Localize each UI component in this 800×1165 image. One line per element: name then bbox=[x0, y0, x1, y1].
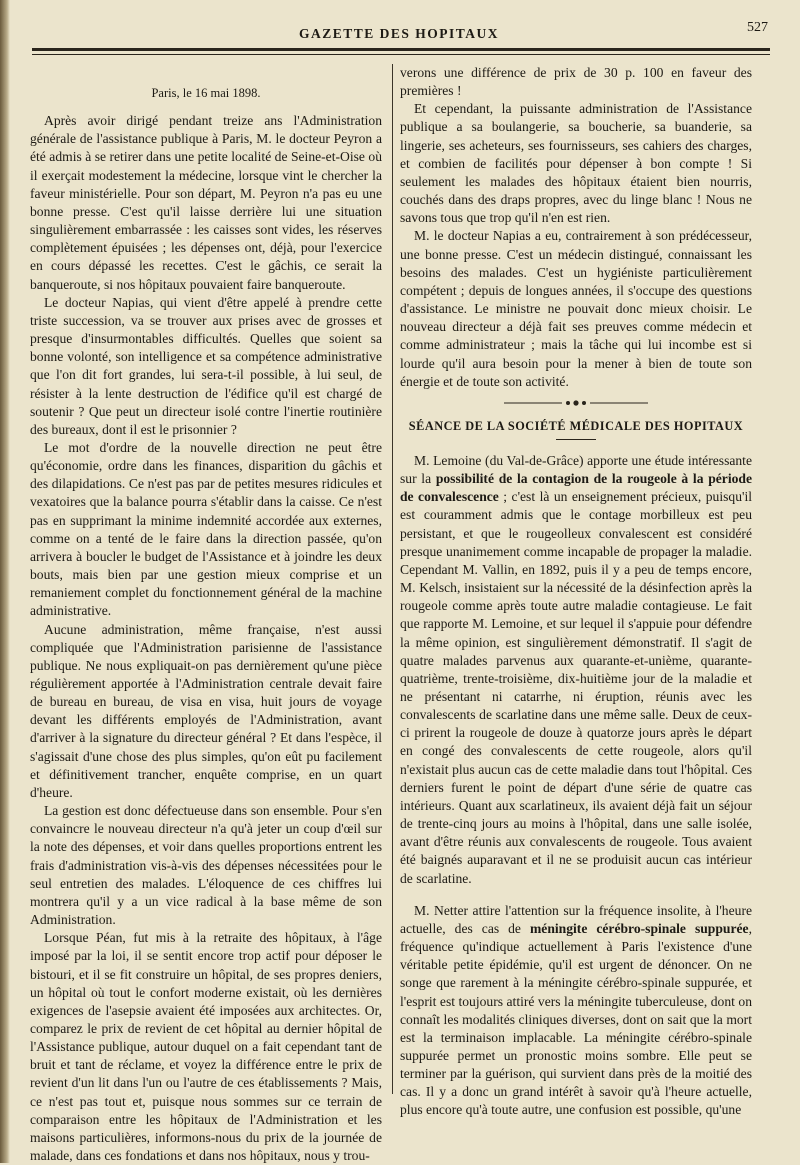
journal-title: GAZETTE DES HOPITAUX bbox=[298, 26, 500, 41]
right-column bbox=[400, 64, 752, 1120]
lemoine-paragraph bbox=[400, 452, 752, 888]
editorial-paragraph: La gestion est donc défectueuse dans son ensemble. Pour s'en convaincre le nouveau directeur n'a qu'à jeter un coup d'œil sur la note des dépenses, et voir dans quelles proportions entrent les frais d'administration vis-à-vis des dépenses nécessitées pour le seul entretien des malades. L'éloquence de ces chiffres lui montrera qu'il y a un vice radical à la base même de son Administration. bbox=[30, 803, 382, 928]
editorial-paragraph: Après avoir dirigé pendant treize ans l'Administration générale de l'assistance publique à Paris, M. le docteur Peyron a été admis à se retirer dans une petite localité de Seine-et-Oise où il exerçait modestement la médecine, lorsque vint le chercher la faveur ministérielle. Pour son départ, M. Peyron n'a pas eu une bonne presse. C'est qu'il laisse derrière lui une situation singulièrement embarrassée : les caisses sont vides, les réserves complètement épuisées ; les dépenses ont, déjà, pour l'exercice en cours dépassé les recettes. C'est le gâchis, ce serait la banqueroute, si nos hôpitaux pouvaient faire banqueroute. bbox=[30, 113, 382, 292]
left-column bbox=[30, 64, 382, 1165]
netter-body: , fréquence qu'indique actuellement à Paris l'existence d'une véritable petite épidémie, qu'il est urgent de dénoncer. On ne songe que rarement à la méningite cérébro-spinale suppurée, et l'esprit est toujours attiré vers la méningite tuberculeuse, dont on connaît les modalités cliniques diverses, dont on sait que la mort est la terminaison implacable. La méningite cérébro-spinale suppurée permet un pronostic moins sombre. Elle peut se terminer par la guérison, qui survient dans près de la moitié des cas. Il y a donc un grand intérêt à savoir qu'à l'heure actuelle, plus encore qu'à toute autre, une confusion est possible, qu'une bbox=[400, 920, 752, 1118]
ornament-divider bbox=[496, 397, 656, 409]
lemoine-topic: possibilité de la contagion de la rougeole à la période de convalescence bbox=[400, 471, 752, 505]
page-binding-edge bbox=[0, 0, 10, 1163]
editorial-paragraph: M. le docteur Napias a eu, contrairement à son prédécesseur, une bonne presse. C'est un médecin distingué, connaissant les besoins des malades. C'est un hygiéniste particulièrement compétent ; depuis de longues années, il s'occupe des questions d'assistance. Le ministre ne pouvait donc mieux choisir. Le nouveau directeur a déjà fait ses preuves comme médecin et comme administrateur ; mais la tâche qui lui incombe est si lourde qu'il aura besoin pour la mener à bien de toute son énergie et de toute son activité. bbox=[400, 228, 752, 389]
editorial-paragraph: Lorsque Péan, fut mis à la retraite des hôpitaux, à l'âge imposé par la loi, il se sentit encore trop actif pour déposer le bistouri, et il se fit construire un hôpital, de ses propres deniers, un hôpital où tout le confort moderne existait, où les dernières exigences de l'asepsie avaient été imposées aux architectes. Or, comparez le prix de revient de cet hôpital au dernier hôpital de l'Assistance publique, autour duquel on a fait cependant tant de bruit et tant de réclame, et voyez la différence entre le prix de revient d'un lit dans l'un ou l'autre de ces établissements ? Mais, ce n'est pas tout et, puisque nous sommes sur ce terrain de comparaison entre les hôpitaux de l'Administration et les maisons particulières, informons-nous du prix de la journée de malade, dans ces fondations et dans nos hôpitaux, nous y trou- bbox=[30, 930, 382, 1164]
paragraph-spacer bbox=[400, 888, 752, 902]
column-divider bbox=[392, 64, 393, 1094]
running-header bbox=[28, 14, 770, 41]
netter-topic: méningite cérébro-spinale suppurée bbox=[529, 920, 749, 936]
netter-paragraph bbox=[400, 902, 752, 1120]
page-number: 527 bbox=[747, 20, 768, 35]
editorial-paragraph: Et cependant, la puissante administration de l'Assistance publique a sa boulangerie, sa boucherie, sa buanderie, sa lingerie, ses acheteurs, ses fournisseurs, ses cahiers des charges, et combien de facilités pour dépenser à bon compte ! Si seulement les malades des hôpitaux étaient bien nourris, couchés dans des draps propres, avec du linge blanc ! Nous ne savons tous que trop qu'il n'en est rien. bbox=[400, 101, 752, 226]
header-rule-thick bbox=[32, 48, 770, 51]
dateline: Paris, le 16 mai 1898. bbox=[151, 86, 261, 100]
lemoine-body: ; c'est là un enseignement précieux, puisqu'il est couramment admis que le contage morbilleux est peu persistant, et que le rougeolleux convalescent est considéré presque unanimement comme incapable de propager la maladie. Cependant M. Vallin, en 1892, puis il y a peu de temps encore, M. Kelsch, insistaient sur la nécessité de la désinfection après la rougeole comme après toute autre maladie contagieuse. Le fait que rapporte M. Lemoine, et sur lequel il s'appuie pour défendre la même opinion, est singulièrement démonstratif. Il s'agit de quatre malades parvenus aux quarante-et-unième, quarante-quatrième, trente-troisième, dix-huitième jour de la maladie et ne présentant ni catarrhe, ni éruption, réunis avec les convalescents de scarlatine dans une même salle. Deux de ceux-ci prirent la rougeole de douze à quatorze jours après le départ en congé des convalescents de cette rougeole, alors qu'il n'existait plus aucun cas de cette maladie dans tout l'hôpital. Ces derniers furent le point de départ d'une série de quatre cas intérieurs. Quant aux scarlatineux, ils avaient déjà fait un séjour de trente-cinq jours au moins à l'hôpital, dans une salle isolée, avant d'être réunis aux convalescents de rougeole. Tous avaient été baignés auparavant et il ne se produisit aucun cas intérieur de scarlatine. bbox=[400, 489, 752, 886]
editorial-paragraph: Le docteur Napias, qui vient d'être appelé à prendre cette triste succession, va se trouver aux prises avec de grosses et presque d'insurmontables difficultés. Quelles que soient sa bonne volonté, son intelligence et sa compétence administrative que l'on dit fort grandes, lui sera-t-il possible, à lui seul, de résister à la lente destruction de l'édifice qu'il est chargé de soutenir ? Que peut un directeur isolé contre l'inertie routinière des bureaux, dont il est le prisonnier ? bbox=[30, 294, 382, 437]
continuation-text: verons une différence de prix de 30 p. 100 en faveur des premières ! bbox=[400, 65, 752, 99]
section-rule bbox=[556, 439, 596, 440]
netter-intro: M. Netter attire l'attention sur la fréquence insolite, à l'heure actuelle, des cas de bbox=[400, 902, 752, 936]
section-title: SÉANCE DE LA SOCIÉTÉ MÉDICALE DES HOPITAUX bbox=[408, 418, 744, 433]
editorial-paragraph: Le mot d'ordre de la nouvelle direction ne peut être qu'économie, ordre dans les finances, disparition du gâchis et des dilapidations. Ce n'est pas par de petites mesures ridicules et vexatoires que la balance pourra s'établir dans la caisse. Ce n'est pas en supprimant la minime indemnité accordée aux externes, comme on a tenté de le faire dans la direction passée, qu'on arrivera à boucler le budget de l'Assistance et à joindre les deux bouts, mais bien par une gestion mieux comprise et un remaniement complet du fonctionnement général de la machine administrative. bbox=[30, 439, 382, 619]
header-rule-thin bbox=[32, 54, 770, 55]
newspaper-page bbox=[28, 14, 770, 1164]
editorial-paragraph: Aucune administration, même française, n'est aussi compliquée que l'Administration parisienne de l'assistance publique. Ne nous expliquait-on pas dernièrement qu'une pièce régulièrement apportée à l'Administration centrale devait faire de bureau en bureau, de visa en visa, huit jours de voyage devant les différents employés de l'Administration, avant d'arriver à la signature du directeur général ? Et dans l'espèce, il s'agissait d'une chose des plus simples, qu'on eût pu facilement et définitivement trancher, enquête comprise, en un quart d'heure. bbox=[30, 621, 382, 800]
lemoine-intro: M. Lemoine (du Val-de-Grâce) apporte une étude intéressante sur la bbox=[400, 452, 752, 487]
